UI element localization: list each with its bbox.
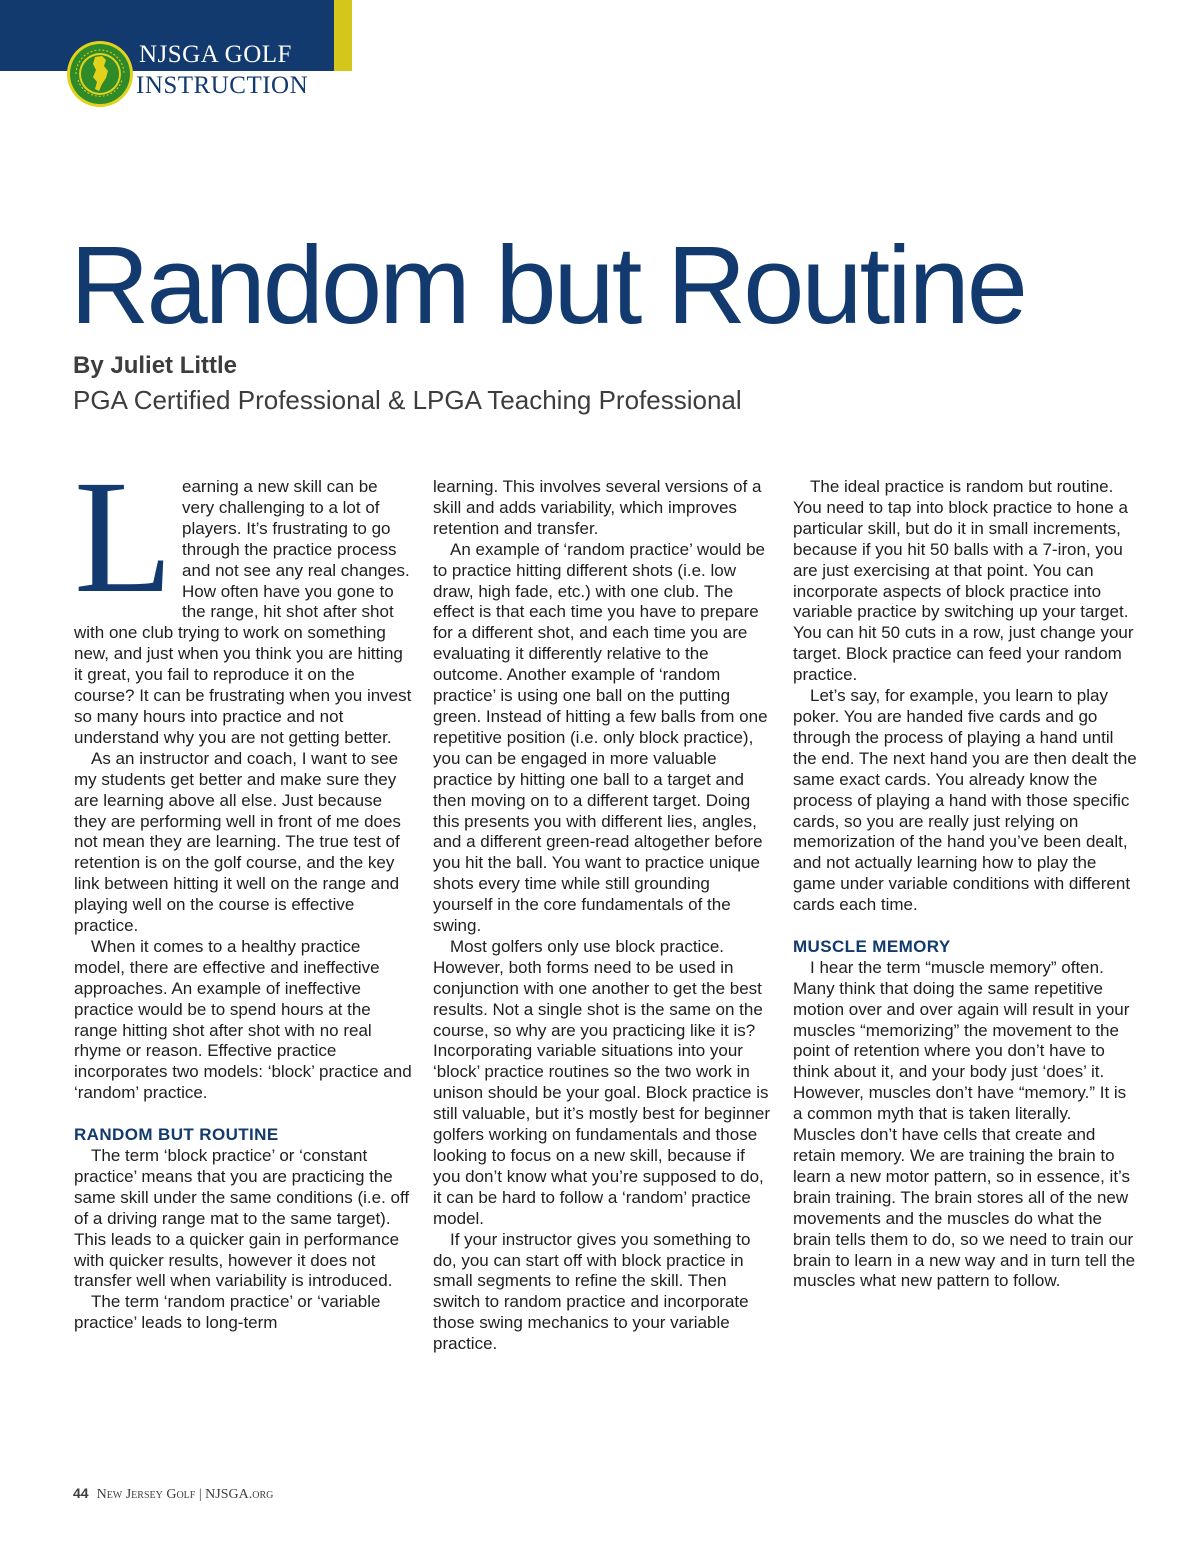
article-byline: By Juliet Little (73, 352, 238, 379)
header-accent-bar (334, 0, 352, 71)
section-heading: MUSCLE MEMORY (793, 936, 951, 956)
paragraph: The term ‘block practice’ or ‘constant practice’ means that you are practicing the same skill under the same conditions (i.e. off of a driving range mat to the same target). This leads to a quicker gain in performance with quicker results, however it does not transfer well when variability is introduced. (74, 1145, 410, 1291)
spacer (74, 1104, 414, 1125)
paragraph: The term ‘random practice’ or ‘variable practice’ leads to long-term (74, 1292, 381, 1333)
article-column-2 (433, 477, 773, 1355)
article-title: Random but Routine (70, 224, 1025, 347)
paragraph: I hear the term “muscle memory” often. Many think that doing the same repetitive motion over and over again will result in your muscles “memorizing” the movement to the point of retention where you don’t have to think about it, and your body just ‘does’ it. However, muscles don’t have “memory.” It is a common myth that is taken literally. Muscles don’t have cells that create and retain memory. We are training the brain to learn a new motor pattern, so in essence, it’s brain training. The brain stores all of the new movements and the muscles do what the brain tells them to do, so we need to train our brain to learn in a new way and in turn tell the muscles what new pattern to follow. (793, 957, 1136, 1291)
paragraph: Let’s say, for example, you learn to play poker. You are handed five cards and go through the process of playing a hand until the end. The next hand you are then dealt the same exact cards. You already know the process of playing a hand with those specific cards, so you are really just relying on memorization of the hand you’ve been dealt, and not actually learning how to play the game under variable conditions with different cards each time. (793, 686, 1137, 915)
publication-name: New Jersey Golf | NJSGA.org (96, 1487, 274, 1502)
paragraph: If your instructor gives you something to do, you can start off with block practice in small segments to refine the skill. Then switch to random practice and incorporate those swing mechanics to your variable practice. (433, 1229, 751, 1354)
section-label-line2: INSTRUCTION (136, 72, 309, 99)
paragraph: When it comes to a healthy practice model, there are effective and ineffective approaches. An example of ineffective practice would be to spend hours at the range hitting shot after shot with no real rhyme or reason. Effective practice incorporates two models: ‘block’ practice and ‘random’ practice. (74, 936, 412, 1103)
drop-cap: L (74, 448, 173, 627)
njsga-seal-logo (66, 40, 134, 108)
author-credentials: PGA Certified Professional & LPGA Teaching Professional (73, 385, 742, 415)
section-label-line1: NJSGA GOLF (139, 41, 292, 68)
paragraph: earning a new skill can be very challenging to a lot of players. It’s frustrating to go through the practice process and not see any real changes. How often have you gone to the range, hit shot after shot with one club trying to work on something new, and just when you think you are hitting it great, you fail to reproduce it on the course? It can be frustrating when you invest so many hours into practice and not understand why you are not getting better. (74, 477, 412, 747)
article-column-3 (793, 477, 1138, 1292)
paragraph: As an instructor and coach, I want to see my students get better and make sure they are learning above all else. Just because they are performing well in front of me does not mean they are learning. The true test of retention is on the golf course, and the key link between hitting it well on the range and playing well on the course is effective practice. (74, 748, 401, 936)
section-heading: RANDOM BUT ROUTINE (74, 1125, 279, 1145)
paragraph: The ideal practice is random but routine. You need to tap into block practice to hone a particular skill, but do it in small increments, because if you hit 50 balls with a 7-iron, you are just exercising at that point. You can incorporate aspects of block practice into variable practice by switching up your target. You can hit 50 cuts in a row, just change your target. Block practice can feed your random practice. (793, 477, 1134, 685)
page-number: 44 (73, 1485, 89, 1501)
page-footer (73, 1485, 273, 1503)
article-column-1 (74, 448, 414, 1334)
paragraph: An example of ‘random practice’ would be to practice hitting different shots (i.e. low draw, high fade, etc.) with one club. The effect is that each time you have to prepare for a different shot, and each time you are evaluating it differently relative to the outcome. Another example of ‘random practice’ is using one ball on the putting green. Instead of hitting a few balls from one repetitive position (i.e. only block practice), you can be engaged in more valuable practice by hitting one ball to a target and then moving on to a different target. Doing this presents you with different lies, angles, and a different green-read altogether before you hit the ball. You want to practice unique shots every time while still grounding yourself in the core fundamentals of the swing. (433, 539, 768, 936)
paragraph: learning. This involves several versions of a skill and adds variability, which improves retention and transfer. (433, 477, 762, 538)
spacer (793, 916, 1138, 937)
paragraph: Most golfers only use block practice. However, both forms need to be used in conjunction with one another to get the best results. Not a single shot is the same on the course, so why are you practicing like it is? Incorporating variable situations into your ‘block’ practice routines so the two work in unison should be your goal. Block practice is still valuable, but it’s mostly best for beginner golfers working on fundamentals and those looking to focus on a new skill, because if you don’t know what you’re supposed to do, it can be hard to follow a ‘random’ practice model. (433, 936, 771, 1228)
